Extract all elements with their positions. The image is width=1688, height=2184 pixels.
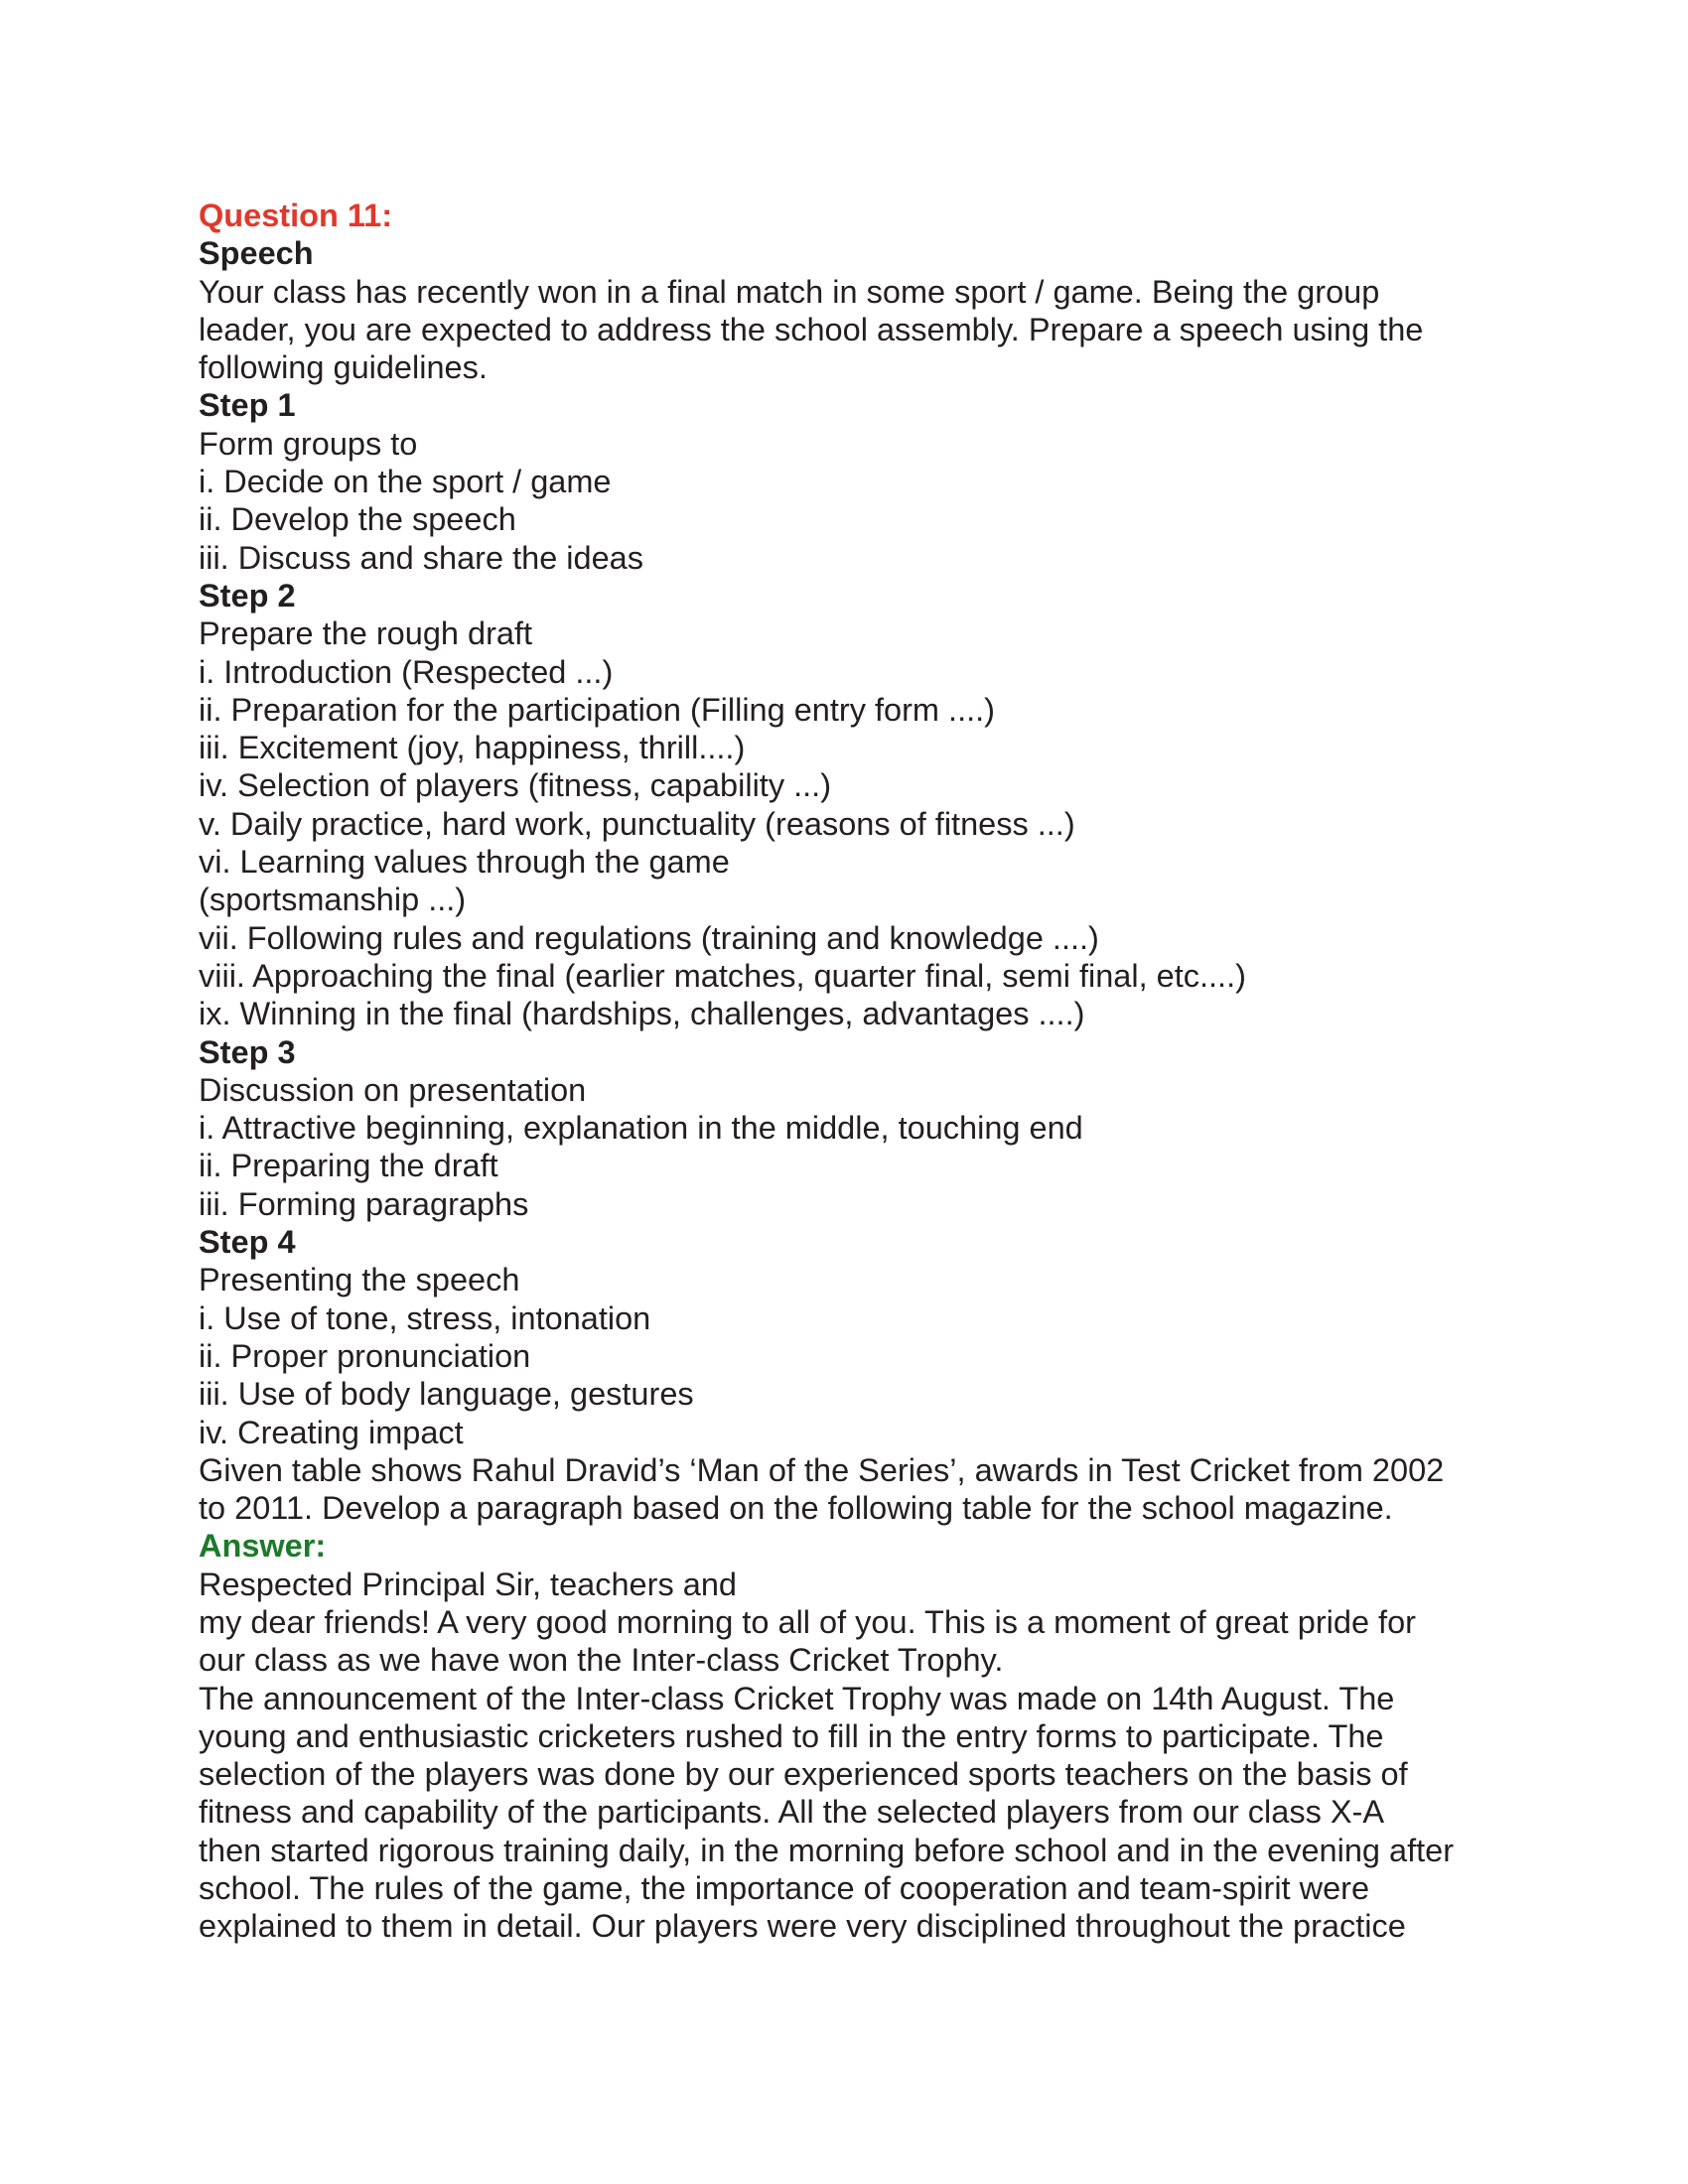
step-heading: Step 3 xyxy=(199,1033,296,1070)
step-item: ii. Preparation for the participation (Filling entry form ....) xyxy=(199,691,995,728)
step-item: iv. Selection of players (fitness, capability ...) xyxy=(199,767,832,804)
step-1-section xyxy=(199,386,1509,576)
step-item: (sportsmanship ...) xyxy=(199,882,467,918)
step-item: vi. Learning values through the game xyxy=(199,844,730,881)
answer-line: school. The rules of the game, the importance of cooperation and team-spirit were xyxy=(199,1870,1370,1907)
step-item: iii. Use of body language, gestures xyxy=(199,1376,694,1413)
step-item: v. Daily practice, hard work, punctuality (reasons of fitness ...) xyxy=(199,805,1075,842)
answer-line: Respected Principal Sir, teachers and xyxy=(199,1566,737,1602)
prompt-line: following guidelines. xyxy=(199,349,488,386)
answer-line: my dear friends! A very good morning to all of you. This is a moment of great pride for xyxy=(199,1603,1416,1640)
step-item: viii. Approaching the final (earlier matches, quarter final, semi final, etc....) xyxy=(199,957,1246,994)
answer-line: The announcement of the Inter-class Cricket Trophy was made on 14th August. The xyxy=(199,1680,1395,1716)
question-prompt xyxy=(199,273,1509,387)
extra-line: to 2011. Develop a paragraph based on the following table for the school magazine. xyxy=(199,1490,1393,1527)
step-item: ii. Preparing the draft xyxy=(199,1148,498,1184)
answer-line: young and enthusiastic cricketers rushed to fill in the entry forms to participate. The xyxy=(199,1717,1384,1754)
step-heading: Step 1 xyxy=(199,387,296,424)
question-title: Speech xyxy=(199,235,314,272)
answer-heading: Answer: xyxy=(199,1528,327,1565)
answer-body xyxy=(199,1566,1509,1946)
step-2-section xyxy=(199,577,1509,1033)
step-4-section xyxy=(199,1223,1509,1451)
answer-line: explained to them in detail. Our players were very disciplined throughout the practice xyxy=(199,1908,1406,1945)
step-intro: Prepare the rough draft xyxy=(199,615,533,652)
step-heading: Step 4 xyxy=(199,1224,296,1261)
step-heading: Step 2 xyxy=(199,577,296,614)
step-intro: Discussion on presentation xyxy=(199,1071,587,1108)
step-intro: Presenting the speech xyxy=(199,1262,520,1298)
step-intro: Form groups to xyxy=(199,425,418,462)
document-page xyxy=(199,197,1509,1946)
question-heading: Question 11: xyxy=(199,198,393,233)
step-item: i. Use of tone, stress, intonation xyxy=(199,1299,651,1336)
step-item: iii. Discuss and share the ideas xyxy=(199,539,644,576)
step-item: ii. Develop the speech xyxy=(199,501,516,538)
answer-line: our class as we have won the Inter-class Cricket Trophy. xyxy=(199,1642,1004,1679)
answer-line: fitness and capability of the participants. All the selected players from our class X-A xyxy=(199,1794,1385,1831)
prompt-line: leader, you are expected to address the school assembly. Prepare a speech using the xyxy=(199,311,1424,347)
step-item: i. Attractive beginning, explanation in the middle, touching end xyxy=(199,1110,1083,1147)
step-item: vii. Following rules and regulations (training and knowledge ....) xyxy=(199,919,1099,956)
extra-instruction xyxy=(199,1451,1509,1528)
step-item: iii. Forming paragraphs xyxy=(199,1185,529,1222)
answer-line: selection of the players was done by our experienced sports teachers on the basis of xyxy=(199,1756,1408,1793)
step-item: iii. Excitement (joy, happiness, thrill....) xyxy=(199,730,746,766)
step-item: iv. Creating impact xyxy=(199,1414,464,1450)
step-item: ii. Proper pronunciation xyxy=(199,1337,531,1374)
step-item: i. Introduction (Respected ...) xyxy=(199,653,614,690)
prompt-line: Your class has recently won in a final match in some sport / game. Being the group xyxy=(199,273,1380,310)
step-item: i. Decide on the sport / game xyxy=(199,464,612,500)
answer-line: then started rigorous training daily, in the morning before school and in the evening after xyxy=(199,1832,1455,1868)
step-3-section xyxy=(199,1033,1509,1223)
extra-line: Given table shows Rahul Dravid’s ‘Man of the Series’, awards in Test Cricket from 2002 xyxy=(199,1451,1445,1488)
step-item: ix. Winning in the final (hardships, challenges, advantages ....) xyxy=(199,996,1085,1032)
